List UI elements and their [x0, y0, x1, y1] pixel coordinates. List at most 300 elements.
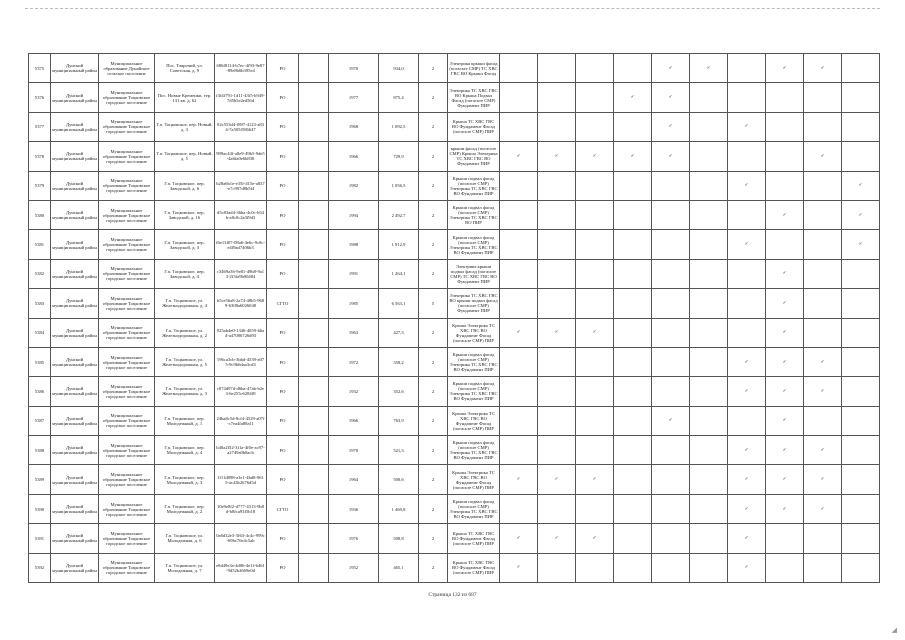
- district-cell: Дунский муниципальный район: [51, 259, 99, 288]
- check-cell: [842, 142, 880, 171]
- address-cell: Г.п. Тоцковское, пер. Заводской, д. 4: [155, 259, 215, 288]
- check-cell: ✓: [728, 524, 766, 553]
- floors-cell: 2: [419, 377, 448, 406]
- municipality-cell: Муниципальное образование Тоцковское городское поселение: [99, 289, 155, 318]
- check-cell: [500, 200, 538, 229]
- check-cell: ✓: [728, 465, 766, 494]
- check-cell: [614, 318, 652, 347]
- row-number: 5392: [29, 553, 51, 582]
- area-cell: 1 912,9: [379, 230, 419, 259]
- area-cell: 1 469,8: [379, 494, 419, 523]
- municipality-cell: Муниципальное образование Тоцковское городское поселение: [99, 494, 155, 523]
- check-cell: [652, 494, 690, 523]
- work-types-cell: Крыши подвал фасад (погасьте СМР) Электрика ТС ХВС ГВС ВО Фундамент ПИР: [448, 494, 500, 523]
- check-cell: ✓: [576, 318, 614, 347]
- district-cell: Дунский муниципальный район: [51, 230, 99, 259]
- check-cell: [690, 83, 728, 112]
- check-cell: [842, 289, 880, 318]
- table-row: [29, 436, 880, 465]
- floors-cell: 2: [419, 436, 448, 465]
- fund-form-cell: РО: [267, 230, 299, 259]
- check-cell: [500, 259, 538, 288]
- empty-cell: [299, 436, 329, 465]
- municipality-cell: Муниципальное образование Дунайское сельское поселение: [99, 54, 155, 83]
- build-year-cell: 1982: [329, 171, 379, 200]
- check-cell: [842, 524, 880, 553]
- check-cell: [538, 406, 576, 435]
- build-year-cell: 1985: [329, 289, 379, 318]
- table-row: [29, 289, 880, 318]
- district-cell: Дунский муниципальный район: [51, 553, 99, 582]
- check-cell: ✓: [652, 54, 690, 83]
- check-cell: [614, 112, 652, 141]
- row-number: 5378: [29, 142, 51, 171]
- check-cell: [576, 377, 614, 406]
- check-cell: [690, 142, 728, 171]
- check-cell: ✓: [728, 347, 766, 376]
- check-cell: [614, 289, 652, 318]
- check-cell: [538, 494, 576, 523]
- check-cell: [538, 289, 576, 318]
- check-cell: [690, 406, 728, 435]
- municipality-cell: Муниципальное образование Тоцковское городское поселение: [99, 142, 155, 171]
- floors-cell: 2: [419, 318, 448, 347]
- check-cell: [690, 553, 728, 582]
- check-cell: ✓: [804, 142, 842, 171]
- address-cell: Г.п. Тоцковское, пер. Заводской, д. 16: [155, 200, 215, 229]
- check-cell: [842, 406, 880, 435]
- empty-cell: [299, 347, 329, 376]
- check-cell: [576, 406, 614, 435]
- page-footer: Страница 132 из 687: [428, 592, 477, 598]
- row-number: 5387: [29, 406, 51, 435]
- work-types-cell: Крыша ТС ХВС ГВС ВО Фундамент Фасад (погасьте СМР) ПИР: [448, 553, 500, 582]
- municipality-cell: Муниципальное образование Тоцковское городское поселение: [99, 553, 155, 582]
- house-guid-cell: 0a6d32e3-3f63-4c4c-999c-69bc76e4c5ab: [215, 524, 267, 553]
- check-cell: [614, 347, 652, 376]
- check-cell: [804, 553, 842, 582]
- address-cell: Г.п. Тоцковское, ул. Молодежная, д. 7: [155, 553, 215, 582]
- house-guid-cell: 02c553d4-f897-4123-a834-7a505f586647: [215, 112, 267, 141]
- work-types-cell: Электрика крыши фасад (погасьте СМР) ТС ХВС ГВС ВО Крыши Фасад: [448, 54, 500, 83]
- check-cell: [766, 142, 804, 171]
- empty-cell: [299, 553, 329, 582]
- check-cell: [614, 436, 652, 465]
- row-number: 5386: [29, 377, 51, 406]
- house-guid-cell: 24ba8c5d-8cf4-4529-a07f-c7ea4fa88a11: [215, 406, 267, 435]
- check-cell: ✓: [804, 436, 842, 465]
- check-cell: [652, 436, 690, 465]
- check-cell: [538, 377, 576, 406]
- check-cell: [804, 318, 842, 347]
- check-cell: [842, 377, 880, 406]
- check-cell: ✓: [804, 494, 842, 523]
- area-cell: 1 092,5: [379, 112, 419, 141]
- check-cell: [690, 230, 728, 259]
- fund-form-cell: СГТО: [267, 494, 299, 523]
- floors-cell: 2: [419, 524, 448, 553]
- work-types-cell: Крыша Электрика ТС ХВС ГВС ВО Фундамент Фасад (погасьте СМР) ПИР: [448, 465, 500, 494]
- check-cell: [576, 259, 614, 288]
- check-cell: [804, 406, 842, 435]
- check-cell: [500, 436, 538, 465]
- fund-form-cell: СГТО: [267, 289, 299, 318]
- house-guid-cell: f3f4f791-1d11-43f5-b949-7d5b5e2ed56d: [215, 83, 267, 112]
- check-cell: ✓: [728, 377, 766, 406]
- house-guid-cell: 999ac44f-a8e9-49b5-9de5-4a6fa0e6b838: [215, 142, 267, 171]
- floors-cell: 2: [419, 200, 448, 229]
- district-cell: Дунский муниципальный район: [51, 200, 99, 229]
- area-cell: 729,9: [379, 142, 419, 171]
- check-cell: ✓: [500, 465, 538, 494]
- area-cell: 763,9: [379, 406, 419, 435]
- check-cell: [614, 230, 652, 259]
- check-cell: [804, 112, 842, 141]
- floors-cell: 2: [419, 171, 448, 200]
- address-cell: Г.п. Тоцковское, пер. Новый, д. 3: [155, 112, 215, 141]
- municipality-cell: Муниципальное образование Тоцковское городское поселение: [99, 436, 155, 465]
- build-year-cell: 1932: [329, 377, 379, 406]
- check-cell: ✓: [576, 465, 614, 494]
- check-cell: ✓: [728, 494, 766, 523]
- build-year-cell: 1952: [329, 553, 379, 582]
- fund-form-cell: РО: [267, 465, 299, 494]
- address-cell: Г.п. Тоцковское, ул. Железнодорожная, д. 3: [155, 377, 215, 406]
- area-cell: 508,6: [379, 465, 419, 494]
- row-number: 5389: [29, 465, 51, 494]
- check-cell: [614, 406, 652, 435]
- row-number: 5381: [29, 230, 51, 259]
- floors-cell: 2: [419, 465, 448, 494]
- check-cell: [614, 200, 652, 229]
- table-row: [29, 230, 880, 259]
- build-year-cell: 1988: [329, 230, 379, 259]
- area-cell: 6 563,1: [379, 289, 419, 318]
- house-guid-cell: 196ca3cb-3bbd-4539-a075-9c9b6daa3cd3: [215, 347, 267, 376]
- fund-form-cell: РО: [267, 406, 299, 435]
- check-cell: ✓: [766, 377, 804, 406]
- check-cell: [538, 436, 576, 465]
- empty-cell: [299, 377, 329, 406]
- municipality-cell: Муниципальное образование Тоцковское городское поселение: [99, 259, 155, 288]
- check-cell: [652, 465, 690, 494]
- check-cell: [652, 553, 690, 582]
- empty-cell: [299, 524, 329, 553]
- floors-cell: 2: [419, 230, 448, 259]
- table-row: [29, 524, 880, 553]
- district-cell: Дунский муниципальный район: [51, 54, 99, 83]
- address-cell: Г.п. Тоцковское, ул. Молодежная, д. 6: [155, 524, 215, 553]
- work-types-cell: Электрика ТС ХВС ГВС ВО Крыша Подвал Фасад (погасьте СМР) Фундамент ПИР: [448, 83, 500, 112]
- table-row: [29, 553, 880, 582]
- district-cell: Дунский муниципальный район: [51, 347, 99, 376]
- check-cell: [690, 347, 728, 376]
- check-cell: ✓: [766, 347, 804, 376]
- empty-cell: [299, 494, 329, 523]
- check-cell: [652, 347, 690, 376]
- municipality-cell: Муниципальное образование Тоцковское городское поселение: [99, 406, 155, 435]
- check-cell: [576, 494, 614, 523]
- house-guid-cell: c3469a36-9e81-49b8-9a13-2f3fa9b90484: [215, 259, 267, 288]
- municipality-cell: Муниципальное образование Тоцковское городское поселение: [99, 83, 155, 112]
- check-cell: [690, 259, 728, 288]
- district-cell: Дунский муниципальный район: [51, 524, 99, 553]
- floors-cell: 2: [419, 54, 448, 83]
- check-cell: [538, 54, 576, 83]
- check-cell: [690, 436, 728, 465]
- area-cell: 1 264,1: [379, 259, 419, 288]
- check-cell: [614, 524, 652, 553]
- work-types-cell: Крыши подвал фасад (погасьте СМР) Электрика ТС ХВС ГВС ВО Фундамент ПИР: [448, 377, 500, 406]
- table-row: [29, 83, 880, 112]
- area-cell: 352,6: [379, 377, 419, 406]
- check-cell: [652, 289, 690, 318]
- check-cell: ✓: [728, 112, 766, 141]
- check-cell: [842, 259, 880, 288]
- check-cell: ✓: [500, 553, 538, 582]
- row-number: 5382: [29, 259, 51, 288]
- house-guid-cell: f6e13f07-08a6-4e6c-9c8c-e4f9ad7406b3: [215, 230, 267, 259]
- table-row: [29, 347, 880, 376]
- build-year-cell: 1970: [329, 54, 379, 83]
- check-cell: [576, 171, 614, 200]
- check-cell: [614, 259, 652, 288]
- check-cell: ✓: [538, 524, 576, 553]
- check-cell: [804, 230, 842, 259]
- check-cell: [614, 377, 652, 406]
- row-number: 5380: [29, 200, 51, 229]
- table-row: [29, 377, 880, 406]
- fund-form-cell: РО: [267, 171, 299, 200]
- work-types-cell: Крыша ТС ХВС ГВС ВО Фундамент Фасад (погасьте СМР) ПИР: [448, 524, 500, 553]
- work-types-cell: Крыши подвал фасад (погасьте СМР) Электрика ТС ХВС ГВС ВО Фундамент ПИР: [448, 171, 500, 200]
- table-row: [29, 200, 880, 229]
- build-year-cell: 1991: [329, 259, 379, 288]
- district-cell: Дунский муниципальный район: [51, 289, 99, 318]
- area-cell: 358,2: [379, 347, 419, 376]
- floors-cell: 2: [419, 112, 448, 141]
- work-types-cell: Крыша Электрика ТС ХВС ГВС ВО Фундамент Фасад (погасьте СМР) ПИР: [448, 318, 500, 347]
- check-cell: [614, 171, 652, 200]
- empty-cell: [299, 318, 329, 347]
- area-cell: 521,3: [379, 436, 419, 465]
- check-cell: [766, 553, 804, 582]
- empty-cell: [299, 406, 329, 435]
- check-cell: [690, 289, 728, 318]
- check-cell: [728, 259, 766, 288]
- check-cell: [614, 553, 652, 582]
- check-cell: [690, 524, 728, 553]
- house-guid-cell: e8d49e3a-4d06-4e1f-b461-9d52b2669e0d: [215, 553, 267, 582]
- empty-cell: [299, 142, 329, 171]
- check-cell: ✓: [842, 200, 880, 229]
- check-cell: [538, 83, 576, 112]
- check-cell: [842, 494, 880, 523]
- fund-form-cell: РО: [267, 318, 299, 347]
- check-cell: [690, 171, 728, 200]
- check-cell: ✓: [652, 142, 690, 171]
- house-guid-cell: 1f11d898-a1e1-4bd8-9615-ac43b2676d5d: [215, 465, 267, 494]
- register-rows: [29, 54, 880, 583]
- capital-repair-register-table: [28, 53, 880, 583]
- work-types-cell: крыши фасад (погасьте СМР) Крыша Электрика ТС ХВС ГВС ВО Фундамент ПИР: [448, 142, 500, 171]
- empty-cell: [299, 230, 329, 259]
- empty-cell: [299, 83, 329, 112]
- check-cell: ✓: [804, 377, 842, 406]
- row-number: 5385: [29, 347, 51, 376]
- check-cell: ✓: [766, 494, 804, 523]
- check-cell: [842, 112, 880, 141]
- table-row: [29, 259, 880, 288]
- district-cell: Дунский муниципальный район: [51, 465, 99, 494]
- check-cell: [728, 142, 766, 171]
- check-cell: [538, 347, 576, 376]
- check-cell: [538, 200, 576, 229]
- check-cell: [538, 230, 576, 259]
- check-cell: [614, 494, 652, 523]
- row-number: 5388: [29, 436, 51, 465]
- work-types-cell: Электрика ТС ХВС ГВС ВО крыши подвал фасад (погасьте СМР) Фундамент ПИР: [448, 289, 500, 318]
- check-cell: [842, 465, 880, 494]
- check-cell: [766, 83, 804, 112]
- check-cell: [690, 112, 728, 141]
- address-cell: Г.п. Тоцковское, ул. Железнодорожная, д. 4: [155, 289, 215, 318]
- floors-cell: 2: [419, 142, 448, 171]
- check-cell: ✓: [766, 318, 804, 347]
- check-cell: ✓: [690, 54, 728, 83]
- check-cell: [576, 112, 614, 141]
- check-cell: [728, 318, 766, 347]
- fund-form-cell: РО: [267, 83, 299, 112]
- check-cell: [766, 171, 804, 200]
- row-number: 5379: [29, 171, 51, 200]
- check-cell: [690, 377, 728, 406]
- check-cell: [652, 377, 690, 406]
- check-cell: [500, 377, 538, 406]
- check-cell: [500, 406, 538, 435]
- district-cell: Дунский муниципальный район: [51, 436, 99, 465]
- check-cell: [804, 289, 842, 318]
- fund-form-cell: РО: [267, 259, 299, 288]
- fund-form-cell: РО: [267, 553, 299, 582]
- check-cell: ✓: [766, 54, 804, 83]
- row-number: 5376: [29, 83, 51, 112]
- build-year-cell: 1968: [329, 112, 379, 141]
- check-cell: ✓: [804, 54, 842, 83]
- check-cell: [804, 171, 842, 200]
- check-cell: ✓: [500, 142, 538, 171]
- municipality-cell: Муниципальное образование Тоцковское городское поселение: [99, 171, 155, 200]
- district-cell: Дунский муниципальный район: [51, 171, 99, 200]
- house-guid-cell: 10e9e8f2-d777-4313-9b8d-b8fca93f5b18: [215, 494, 267, 523]
- check-cell: ✓: [538, 142, 576, 171]
- check-cell: [538, 171, 576, 200]
- table-row: [29, 318, 880, 347]
- empty-cell: [299, 112, 329, 141]
- floors-cell: 2: [419, 83, 448, 112]
- check-cell: [576, 347, 614, 376]
- check-cell: [652, 259, 690, 288]
- build-year-cell: 1970: [329, 436, 379, 465]
- check-cell: [766, 524, 804, 553]
- check-cell: ✓: [766, 406, 804, 435]
- check-cell: [804, 83, 842, 112]
- check-cell: [576, 83, 614, 112]
- check-cell: [804, 524, 842, 553]
- fund-form-cell: РО: [267, 347, 299, 376]
- check-cell: ✓: [614, 83, 652, 112]
- check-cell: [728, 83, 766, 112]
- municipality-cell: Муниципальное образование Тоцковское городское поселение: [99, 347, 155, 376]
- area-cell: 875,4: [379, 83, 419, 112]
- table-row: [29, 494, 880, 523]
- empty-cell: [299, 171, 329, 200]
- check-cell: ✓: [842, 171, 880, 200]
- check-cell: [500, 83, 538, 112]
- check-cell: [538, 259, 576, 288]
- work-types-cell: Электрика крыши подвал фасад (погасьте СМР) ТС ХВС ГВС ВО Фундамент ПИР: [448, 259, 500, 288]
- address-cell: Пос. Новые Кременки, тер. 131 кв. д. 62: [155, 83, 215, 112]
- row-number: 5375: [29, 54, 51, 83]
- area-cell: 465,1: [379, 553, 419, 582]
- check-cell: [500, 347, 538, 376]
- municipality-cell: Муниципальное образование Тоцковское городское поселение: [99, 200, 155, 229]
- district-cell: Дунский муниципальный район: [51, 112, 99, 141]
- house-guid-cell: 686f8114-b7ec-4f93-9e87-89e8b6b395e4: [215, 54, 267, 83]
- check-cell: [614, 465, 652, 494]
- check-cell: [500, 230, 538, 259]
- check-cell: [652, 200, 690, 229]
- check-cell: [538, 112, 576, 141]
- check-cell: [538, 553, 576, 582]
- municipality-cell: Муниципальное образование Тоцковское городское поселение: [99, 465, 155, 494]
- empty-cell: [299, 200, 329, 229]
- area-cell: 427,3: [379, 318, 419, 347]
- check-cell: ✓: [728, 230, 766, 259]
- municipality-cell: Муниципальное образование Тоцковское городское поселение: [99, 112, 155, 141]
- empty-cell: [299, 54, 329, 83]
- house-guid-cell: b5ce56a8-2a74-48b5-9689-6308a6026048: [215, 289, 267, 318]
- fund-form-cell: РО: [267, 524, 299, 553]
- district-cell: Дунский муниципальный район: [51, 494, 99, 523]
- empty-cell: [299, 289, 329, 318]
- check-cell: ✓: [728, 436, 766, 465]
- table-row: [29, 465, 880, 494]
- address-cell: Г.п. Тоцковское, пер. Заводской, д. 3: [155, 230, 215, 259]
- build-year-cell: 1976: [329, 524, 379, 553]
- check-cell: [690, 494, 728, 523]
- page-top-edge: [25, 8, 880, 9]
- row-number: 5390: [29, 494, 51, 523]
- check-cell: [576, 553, 614, 582]
- check-cell: ✓: [538, 318, 576, 347]
- check-cell: ✓: [652, 112, 690, 141]
- build-year-cell: 1964: [329, 465, 379, 494]
- fund-form-cell: РО: [267, 436, 299, 465]
- check-cell: ✓: [766, 436, 804, 465]
- check-cell: ✓: [500, 524, 538, 553]
- build-year-cell: 1966: [329, 142, 379, 171]
- check-cell: [766, 230, 804, 259]
- check-cell: ✓: [576, 524, 614, 553]
- check-cell: [576, 436, 614, 465]
- check-cell: [652, 171, 690, 200]
- check-cell: [842, 553, 880, 582]
- area-cell: 508,8: [379, 524, 419, 553]
- house-guid-cell: d5c83ad4-36ba-4c0c-b54b-a8c0c2a3f9d3: [215, 200, 267, 229]
- build-year-cell: 1977: [329, 83, 379, 112]
- build-year-cell: 1936: [329, 494, 379, 523]
